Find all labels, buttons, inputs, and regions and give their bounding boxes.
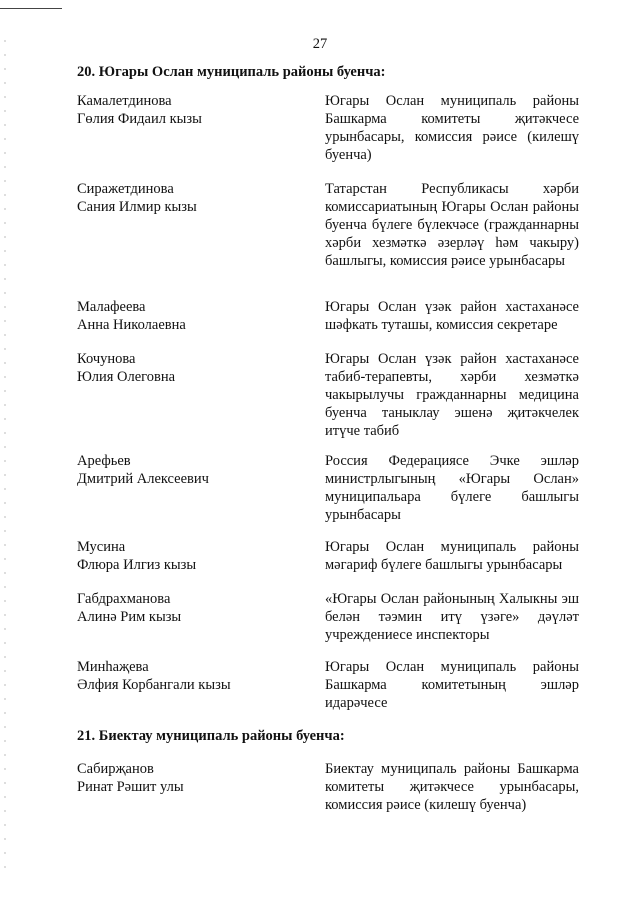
person-surname: Малафеева	[77, 299, 146, 315]
person-surname: Мусина	[77, 539, 126, 555]
person-given-name: Юлия Олеговна	[77, 369, 176, 385]
person-role: Югары Ослан үзәк район хастаханәсе табиб-терапевты, хәрби хезмәткә чакырылучы гражданнарны медицина буенча таныклау эшенә җитәкчелек итүче табиб	[325, 351, 579, 439]
person-name	[77, 452, 317, 488]
person-surname: Сабирҗанов	[77, 761, 154, 777]
person-role: Татарстан Республикасы хәрби комиссариатының Югары Ослан районы буенча бүлеге бүлекчәсе (гражданнарны хәрби хезмәткә әзерләү һәм чакыру) башлыгы, комиссия рәисе урынбасары	[325, 181, 579, 269]
person-name	[77, 298, 317, 334]
person-given-name: Ринат Рәшит улы	[77, 779, 184, 795]
person-given-name: Сания Илмир кызы	[77, 199, 197, 215]
person-role: Россия Федерациясе Эчке эшләр министрлыгының «Югары Ослан» муниципальара бүлеге башлыгы урынбасары	[325, 453, 579, 523]
page-number: 27	[312, 36, 328, 52]
person-role: Югары Ослан муниципаль районы Башкарма комитеты җитәкчесе урынбасары, комиссия рәисе (килешү буенча)	[325, 93, 579, 163]
person-given-name: Флюра Илгиз кызы	[77, 557, 197, 573]
person-name	[77, 658, 317, 694]
top-rule	[0, 8, 62, 9]
person-name	[77, 590, 317, 626]
person-given-name: Анна Николаевна	[77, 317, 186, 333]
section-heading-21: 21. Биектау муниципаль районы буенча:	[77, 728, 345, 744]
person-name	[77, 538, 317, 574]
person-role: Югары Ослан муниципаль районы мәгариф бүлеге башлыгы урынбасары	[325, 539, 579, 573]
person-surname: Арефьев	[77, 453, 131, 469]
person-surname: Камалетдинова	[77, 93, 172, 109]
person-role: Биектау муниципаль районы Башкарма комитеты җитәкчесе урынбасары, комиссия рәисе (килешү буенча)	[325, 761, 579, 813]
person-name	[77, 180, 317, 216]
person-role: Югары Ослан муниципаль районы Башкарма комитетының эшләр идарәчесе	[325, 659, 579, 711]
person-given-name: Дмитрий Алексеевич	[77, 471, 209, 487]
person-given-name: Алинә Рим кызы	[77, 609, 182, 625]
person-role: Югары Ослан үзәк район хастаханәсе шәфкать туташы, комиссия секретаре	[325, 299, 579, 333]
person-given-name: Әлфия Корбангали кызы	[77, 677, 231, 693]
margin-marks	[4, 40, 6, 880]
person-given-name: Гөлия Фидаил кызы	[77, 111, 202, 127]
person-surname: Сиражетдинова	[77, 181, 174, 197]
person-name	[77, 92, 317, 128]
person-name	[77, 760, 317, 796]
section-heading-20: 20. Югары Ослан муниципаль районы буенча:	[77, 64, 386, 80]
person-surname: Минһаҗева	[77, 659, 149, 675]
person-name	[77, 350, 317, 386]
person-role: «Югары Ослан районының Халыкны эш белән тәэмин итү үзәге» дәүләт учреждениесе инспекторы	[325, 591, 579, 643]
person-surname: Кочунова	[77, 351, 136, 367]
person-surname: Габдрахманова	[77, 591, 171, 607]
